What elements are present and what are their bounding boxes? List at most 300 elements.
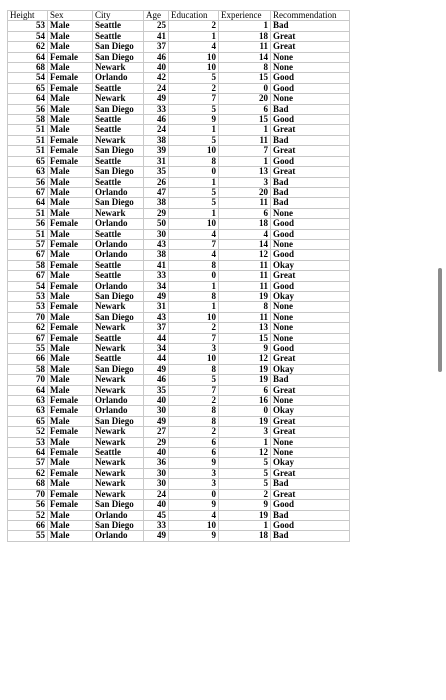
cell-education[interactable]: 5: [169, 187, 219, 197]
cell-city[interactable]: Newark: [93, 94, 144, 104]
cell-recommendation[interactable]: Good: [271, 344, 350, 354]
cell-age[interactable]: 43: [144, 312, 169, 322]
cell-sex[interactable]: Female: [48, 239, 93, 249]
cell-recommendation[interactable]: Bad: [271, 21, 350, 31]
cell-height[interactable]: 53: [8, 437, 48, 447]
cell-recommendation[interactable]: Good: [271, 83, 350, 93]
cell-height[interactable]: 56: [8, 177, 48, 187]
cell-recommendation[interactable]: Good: [271, 73, 350, 83]
cell-age[interactable]: 24: [144, 125, 169, 135]
cell-education[interactable]: 10: [169, 354, 219, 364]
cell-height[interactable]: 62: [8, 323, 48, 333]
cell-city[interactable]: San Diego: [93, 42, 144, 52]
cell-education[interactable]: 1: [169, 125, 219, 135]
column-header-city[interactable]: City: [93, 11, 144, 21]
cell-height[interactable]: 67: [8, 271, 48, 281]
cell-height[interactable]: 70: [8, 375, 48, 385]
cell-height[interactable]: 68: [8, 479, 48, 489]
cell-experience[interactable]: 5: [219, 479, 271, 489]
cell-education[interactable]: 2: [169, 396, 219, 406]
cell-age[interactable]: 39: [144, 146, 169, 156]
cell-education[interactable]: 10: [169, 63, 219, 73]
cell-height[interactable]: 66: [8, 520, 48, 530]
cell-sex[interactable]: Male: [48, 416, 93, 426]
cell-city[interactable]: Seattle: [93, 354, 144, 364]
cell-sex[interactable]: Female: [48, 219, 93, 229]
cell-experience[interactable]: 1: [219, 125, 271, 135]
cell-education[interactable]: 3: [169, 479, 219, 489]
cell-sex[interactable]: Female: [48, 73, 93, 83]
cell-recommendation[interactable]: None: [271, 63, 350, 73]
cell-education[interactable]: 8: [169, 156, 219, 166]
cell-height[interactable]: 68: [8, 63, 48, 73]
cell-education[interactable]: 2: [169, 21, 219, 31]
cell-recommendation[interactable]: Great: [271, 354, 350, 364]
cell-recommendation[interactable]: Okay: [271, 458, 350, 468]
cell-height[interactable]: 54: [8, 73, 48, 83]
cell-recommendation[interactable]: Bad: [271, 135, 350, 145]
cell-age[interactable]: 31: [144, 156, 169, 166]
cell-city[interactable]: Seattle: [93, 448, 144, 458]
cell-age[interactable]: 49: [144, 416, 169, 426]
cell-recommendation[interactable]: Good: [271, 250, 350, 260]
cell-recommendation[interactable]: None: [271, 239, 350, 249]
cell-experience[interactable]: 11: [219, 198, 271, 208]
cell-city[interactable]: San Diego: [93, 198, 144, 208]
cell-age[interactable]: 46: [144, 375, 169, 385]
cell-city[interactable]: Newark: [93, 385, 144, 395]
cell-experience[interactable]: 0: [219, 406, 271, 416]
cell-city[interactable]: Seattle: [93, 177, 144, 187]
cell-sex[interactable]: Female: [48, 489, 93, 499]
cell-education[interactable]: 4: [169, 42, 219, 52]
cell-sex[interactable]: Male: [48, 312, 93, 322]
cell-city[interactable]: Orlando: [93, 239, 144, 249]
cell-city[interactable]: San Diego: [93, 52, 144, 62]
cell-height[interactable]: 62: [8, 468, 48, 478]
cell-age[interactable]: 27: [144, 427, 169, 437]
cell-age[interactable]: 24: [144, 489, 169, 499]
cell-education[interactable]: 10: [169, 52, 219, 62]
cell-recommendation[interactable]: None: [271, 437, 350, 447]
cell-city[interactable]: Newark: [93, 135, 144, 145]
cell-sex[interactable]: Male: [48, 531, 93, 541]
cell-experience[interactable]: 11: [219, 260, 271, 270]
cell-age[interactable]: 37: [144, 42, 169, 52]
cell-sex[interactable]: Male: [48, 385, 93, 395]
cell-height[interactable]: 65: [8, 416, 48, 426]
cell-city[interactable]: Newark: [93, 468, 144, 478]
cell-education[interactable]: 10: [169, 146, 219, 156]
cell-city[interactable]: Newark: [93, 427, 144, 437]
cell-sex[interactable]: Male: [48, 354, 93, 364]
cell-height[interactable]: 64: [8, 52, 48, 62]
cell-recommendation[interactable]: Great: [271, 416, 350, 426]
cell-education[interactable]: 1: [169, 31, 219, 41]
cell-recommendation[interactable]: Bad: [271, 375, 350, 385]
cell-experience[interactable]: 6: [219, 104, 271, 114]
cell-recommendation[interactable]: Bad: [271, 531, 350, 541]
cell-height[interactable]: 66: [8, 354, 48, 364]
cell-city[interactable]: Newark: [93, 323, 144, 333]
cell-education[interactable]: 9: [169, 500, 219, 510]
cell-recommendation[interactable]: Bad: [271, 198, 350, 208]
cell-experience[interactable]: 1: [219, 437, 271, 447]
cell-height[interactable]: 56: [8, 219, 48, 229]
cell-city[interactable]: Orlando: [93, 250, 144, 260]
cell-experience[interactable]: 18: [219, 219, 271, 229]
cell-education[interactable]: 10: [169, 219, 219, 229]
cell-sex[interactable]: Female: [48, 396, 93, 406]
cell-education[interactable]: 3: [169, 468, 219, 478]
cell-experience[interactable]: 11: [219, 281, 271, 291]
cell-sex[interactable]: Female: [48, 323, 93, 333]
cell-city[interactable]: San Diego: [93, 416, 144, 426]
cell-city[interactable]: Orlando: [93, 510, 144, 520]
cell-height[interactable]: 64: [8, 448, 48, 458]
cell-city[interactable]: San Diego: [93, 291, 144, 301]
cell-sex[interactable]: Male: [48, 520, 93, 530]
cell-height[interactable]: 54: [8, 31, 48, 41]
cell-city[interactable]: Newark: [93, 302, 144, 312]
cell-experience[interactable]: 9: [219, 500, 271, 510]
cell-education[interactable]: 0: [169, 167, 219, 177]
column-header-experience[interactable]: Experience: [219, 11, 271, 21]
cell-experience[interactable]: 18: [219, 531, 271, 541]
cell-sex[interactable]: Male: [48, 458, 93, 468]
column-header-height[interactable]: Height: [8, 11, 48, 21]
cell-experience[interactable]: 1: [219, 21, 271, 31]
cell-experience[interactable]: 19: [219, 416, 271, 426]
cell-age[interactable]: 41: [144, 260, 169, 270]
cell-city[interactable]: San Diego: [93, 167, 144, 177]
cell-sex[interactable]: Male: [48, 63, 93, 73]
cell-education[interactable]: 4: [169, 250, 219, 260]
cell-age[interactable]: 40: [144, 63, 169, 73]
cell-recommendation[interactable]: Bad: [271, 510, 350, 520]
cell-height[interactable]: 53: [8, 21, 48, 31]
cell-height[interactable]: 67: [8, 187, 48, 197]
cell-city[interactable]: San Diego: [93, 146, 144, 156]
cell-education[interactable]: 0: [169, 489, 219, 499]
cell-sex[interactable]: Female: [48, 333, 93, 343]
cell-education[interactable]: 7: [169, 239, 219, 249]
cell-sex[interactable]: Male: [48, 479, 93, 489]
cell-height[interactable]: 54: [8, 281, 48, 291]
cell-education[interactable]: 10: [169, 312, 219, 322]
cell-height[interactable]: 63: [8, 167, 48, 177]
cell-sex[interactable]: Male: [48, 125, 93, 135]
cell-education[interactable]: 1: [169, 177, 219, 187]
cell-height[interactable]: 51: [8, 208, 48, 218]
cell-sex[interactable]: Male: [48, 31, 93, 41]
cell-education[interactable]: 1: [169, 281, 219, 291]
cell-height[interactable]: 57: [8, 458, 48, 468]
cell-sex[interactable]: Female: [48, 260, 93, 270]
cell-city[interactable]: Seattle: [93, 156, 144, 166]
cell-city[interactable]: Newark: [93, 458, 144, 468]
cell-experience[interactable]: 12: [219, 448, 271, 458]
cell-height[interactable]: 67: [8, 333, 48, 343]
cell-education[interactable]: 8: [169, 291, 219, 301]
cell-height[interactable]: 57: [8, 239, 48, 249]
cell-experience[interactable]: 11: [219, 135, 271, 145]
cell-sex[interactable]: Male: [48, 510, 93, 520]
cell-experience[interactable]: 15: [219, 115, 271, 125]
cell-recommendation[interactable]: Great: [271, 31, 350, 41]
cell-education[interactable]: 3: [169, 344, 219, 354]
cell-education[interactable]: 6: [169, 448, 219, 458]
cell-sex[interactable]: Male: [48, 344, 93, 354]
cell-city[interactable]: San Diego: [93, 364, 144, 374]
cell-sex[interactable]: Female: [48, 406, 93, 416]
cell-experience[interactable]: 13: [219, 167, 271, 177]
cell-city[interactable]: Orlando: [93, 187, 144, 197]
cell-experience[interactable]: 8: [219, 63, 271, 73]
cell-education[interactable]: 7: [169, 94, 219, 104]
cell-city[interactable]: Orlando: [93, 531, 144, 541]
cell-city[interactable]: Seattle: [93, 83, 144, 93]
cell-sex[interactable]: Male: [48, 21, 93, 31]
cell-education[interactable]: 1: [169, 208, 219, 218]
cell-experience[interactable]: 11: [219, 42, 271, 52]
cell-height[interactable]: 70: [8, 489, 48, 499]
cell-recommendation[interactable]: None: [271, 52, 350, 62]
cell-sex[interactable]: Male: [48, 42, 93, 52]
cell-experience[interactable]: 12: [219, 354, 271, 364]
cell-age[interactable]: 40: [144, 448, 169, 458]
cell-experience[interactable]: 16: [219, 396, 271, 406]
cell-height[interactable]: 51: [8, 125, 48, 135]
cell-education[interactable]: 9: [169, 458, 219, 468]
cell-age[interactable]: 41: [144, 31, 169, 41]
cell-experience[interactable]: 5: [219, 458, 271, 468]
cell-height[interactable]: 52: [8, 510, 48, 520]
cell-education[interactable]: 1: [169, 302, 219, 312]
cell-sex[interactable]: Female: [48, 135, 93, 145]
cell-sex[interactable]: Male: [48, 198, 93, 208]
cell-age[interactable]: 37: [144, 323, 169, 333]
cell-age[interactable]: 49: [144, 364, 169, 374]
cell-age[interactable]: 38: [144, 135, 169, 145]
cell-age[interactable]: 33: [144, 271, 169, 281]
cell-experience[interactable]: 15: [219, 73, 271, 83]
cell-experience[interactable]: 6: [219, 385, 271, 395]
cell-sex[interactable]: Male: [48, 187, 93, 197]
cell-age[interactable]: 30: [144, 468, 169, 478]
cell-height[interactable]: 70: [8, 312, 48, 322]
cell-city[interactable]: Newark: [93, 208, 144, 218]
cell-sex[interactable]: Male: [48, 229, 93, 239]
column-header-sex[interactable]: Sex: [48, 11, 93, 21]
cell-sex[interactable]: Male: [48, 167, 93, 177]
cell-height[interactable]: 64: [8, 198, 48, 208]
cell-experience[interactable]: 2: [219, 489, 271, 499]
cell-city[interactable]: Seattle: [93, 229, 144, 239]
cell-experience[interactable]: 14: [219, 239, 271, 249]
cell-experience[interactable]: 19: [219, 510, 271, 520]
cell-recommendation[interactable]: Bad: [271, 177, 350, 187]
cell-age[interactable]: 43: [144, 239, 169, 249]
cell-age[interactable]: 36: [144, 458, 169, 468]
cell-sex[interactable]: Female: [48, 427, 93, 437]
cell-city[interactable]: Seattle: [93, 125, 144, 135]
cell-height[interactable]: 65: [8, 83, 48, 93]
cell-experience[interactable]: 3: [219, 177, 271, 187]
vertical-scrollbar[interactable]: [438, 268, 442, 372]
column-header-age[interactable]: Age: [144, 11, 169, 21]
cell-city[interactable]: San Diego: [93, 104, 144, 114]
cell-recommendation[interactable]: Okay: [271, 291, 350, 301]
cell-age[interactable]: 34: [144, 344, 169, 354]
cell-education[interactable]: 7: [169, 333, 219, 343]
cell-recommendation[interactable]: Great: [271, 125, 350, 135]
cell-recommendation[interactable]: Good: [271, 115, 350, 125]
cell-education[interactable]: 10: [169, 520, 219, 530]
cell-recommendation[interactable]: Great: [271, 468, 350, 478]
cell-experience[interactable]: 13: [219, 323, 271, 333]
cell-education[interactable]: 9: [169, 115, 219, 125]
cell-sex[interactable]: Male: [48, 94, 93, 104]
cell-city[interactable]: San Diego: [93, 312, 144, 322]
column-header-recommendation[interactable]: Recommendation: [271, 11, 350, 21]
cell-education[interactable]: 4: [169, 229, 219, 239]
cell-sex[interactable]: Male: [48, 364, 93, 374]
cell-recommendation[interactable]: Great: [271, 271, 350, 281]
cell-sex[interactable]: Female: [48, 468, 93, 478]
cell-height[interactable]: 58: [8, 115, 48, 125]
cell-experience[interactable]: 1: [219, 520, 271, 530]
cell-recommendation[interactable]: Okay: [271, 260, 350, 270]
cell-education[interactable]: 9: [169, 531, 219, 541]
cell-height[interactable]: 58: [8, 364, 48, 374]
cell-recommendation[interactable]: None: [271, 94, 350, 104]
cell-experience[interactable]: 14: [219, 52, 271, 62]
cell-recommendation[interactable]: None: [271, 208, 350, 218]
cell-experience[interactable]: 5: [219, 468, 271, 478]
cell-education[interactable]: 5: [169, 375, 219, 385]
cell-city[interactable]: Newark: [93, 479, 144, 489]
cell-recommendation[interactable]: Great: [271, 489, 350, 499]
cell-experience[interactable]: 1: [219, 156, 271, 166]
cell-height[interactable]: 63: [8, 406, 48, 416]
cell-age[interactable]: 46: [144, 115, 169, 125]
cell-sex[interactable]: Male: [48, 177, 93, 187]
cell-recommendation[interactable]: Great: [271, 167, 350, 177]
cell-city[interactable]: Orlando: [93, 281, 144, 291]
cell-education[interactable]: 5: [169, 135, 219, 145]
cell-age[interactable]: 31: [144, 302, 169, 312]
cell-recommendation[interactable]: None: [271, 312, 350, 322]
cell-recommendation[interactable]: None: [271, 448, 350, 458]
cell-age[interactable]: 30: [144, 406, 169, 416]
cell-height[interactable]: 51: [8, 135, 48, 145]
cell-city[interactable]: Seattle: [93, 115, 144, 125]
cell-age[interactable]: 26: [144, 177, 169, 187]
cell-recommendation[interactable]: Bad: [271, 187, 350, 197]
cell-height[interactable]: 64: [8, 94, 48, 104]
cell-experience[interactable]: 0: [219, 83, 271, 93]
cell-education[interactable]: 2: [169, 83, 219, 93]
cell-height[interactable]: 53: [8, 291, 48, 301]
cell-age[interactable]: 49: [144, 531, 169, 541]
cell-age[interactable]: 33: [144, 520, 169, 530]
cell-sex[interactable]: Male: [48, 291, 93, 301]
cell-sex[interactable]: Female: [48, 302, 93, 312]
cell-experience[interactable]: 15: [219, 333, 271, 343]
cell-experience[interactable]: 20: [219, 94, 271, 104]
cell-age[interactable]: 35: [144, 167, 169, 177]
cell-age[interactable]: 40: [144, 500, 169, 510]
cell-city[interactable]: Newark: [93, 437, 144, 447]
cell-height[interactable]: 64: [8, 385, 48, 395]
cell-experience[interactable]: 19: [219, 291, 271, 301]
cell-experience[interactable]: 20: [219, 187, 271, 197]
cell-sex[interactable]: Male: [48, 271, 93, 281]
cell-education[interactable]: 8: [169, 364, 219, 374]
cell-recommendation[interactable]: None: [271, 333, 350, 343]
cell-education[interactable]: 8: [169, 260, 219, 270]
cell-sex[interactable]: Male: [48, 437, 93, 447]
cell-experience[interactable]: 9: [219, 344, 271, 354]
cell-height[interactable]: 58: [8, 260, 48, 270]
cell-city[interactable]: Orlando: [93, 396, 144, 406]
cell-experience[interactable]: 11: [219, 312, 271, 322]
cell-recommendation[interactable]: Okay: [271, 406, 350, 416]
cell-city[interactable]: Newark: [93, 375, 144, 385]
cell-recommendation[interactable]: Bad: [271, 479, 350, 489]
cell-recommendation[interactable]: None: [271, 302, 350, 312]
cell-experience[interactable]: 19: [219, 375, 271, 385]
cell-height[interactable]: 51: [8, 229, 48, 239]
cell-recommendation[interactable]: Good: [271, 520, 350, 530]
cell-recommendation[interactable]: Great: [271, 42, 350, 52]
cell-age[interactable]: 49: [144, 291, 169, 301]
cell-age[interactable]: 30: [144, 229, 169, 239]
cell-sex[interactable]: Female: [48, 83, 93, 93]
cell-education[interactable]: 4: [169, 510, 219, 520]
cell-height[interactable]: 56: [8, 500, 48, 510]
cell-city[interactable]: Orlando: [93, 73, 144, 83]
cell-age[interactable]: 44: [144, 333, 169, 343]
cell-experience[interactable]: 18: [219, 31, 271, 41]
cell-city[interactable]: Newark: [93, 489, 144, 499]
cell-education[interactable]: 8: [169, 406, 219, 416]
cell-age[interactable]: 33: [144, 104, 169, 114]
cell-education[interactable]: 7: [169, 385, 219, 395]
cell-education[interactable]: 2: [169, 323, 219, 333]
cell-recommendation[interactable]: Great: [271, 385, 350, 395]
cell-education[interactable]: 6: [169, 437, 219, 447]
cell-age[interactable]: 38: [144, 250, 169, 260]
cell-education[interactable]: 5: [169, 198, 219, 208]
cell-recommendation[interactable]: Great: [271, 146, 350, 156]
cell-education[interactable]: 5: [169, 104, 219, 114]
cell-recommendation[interactable]: Good: [271, 281, 350, 291]
cell-city[interactable]: Seattle: [93, 21, 144, 31]
cell-recommendation[interactable]: Good: [271, 156, 350, 166]
cell-sex[interactable]: Male: [48, 375, 93, 385]
cell-city[interactable]: Seattle: [93, 31, 144, 41]
cell-recommendation[interactable]: Bad: [271, 104, 350, 114]
cell-city[interactable]: Newark: [93, 63, 144, 73]
cell-experience[interactable]: 3: [219, 427, 271, 437]
cell-city[interactable]: Seattle: [93, 271, 144, 281]
cell-height[interactable]: 55: [8, 531, 48, 541]
cell-age[interactable]: 40: [144, 396, 169, 406]
cell-height[interactable]: 67: [8, 250, 48, 260]
cell-age[interactable]: 38: [144, 198, 169, 208]
